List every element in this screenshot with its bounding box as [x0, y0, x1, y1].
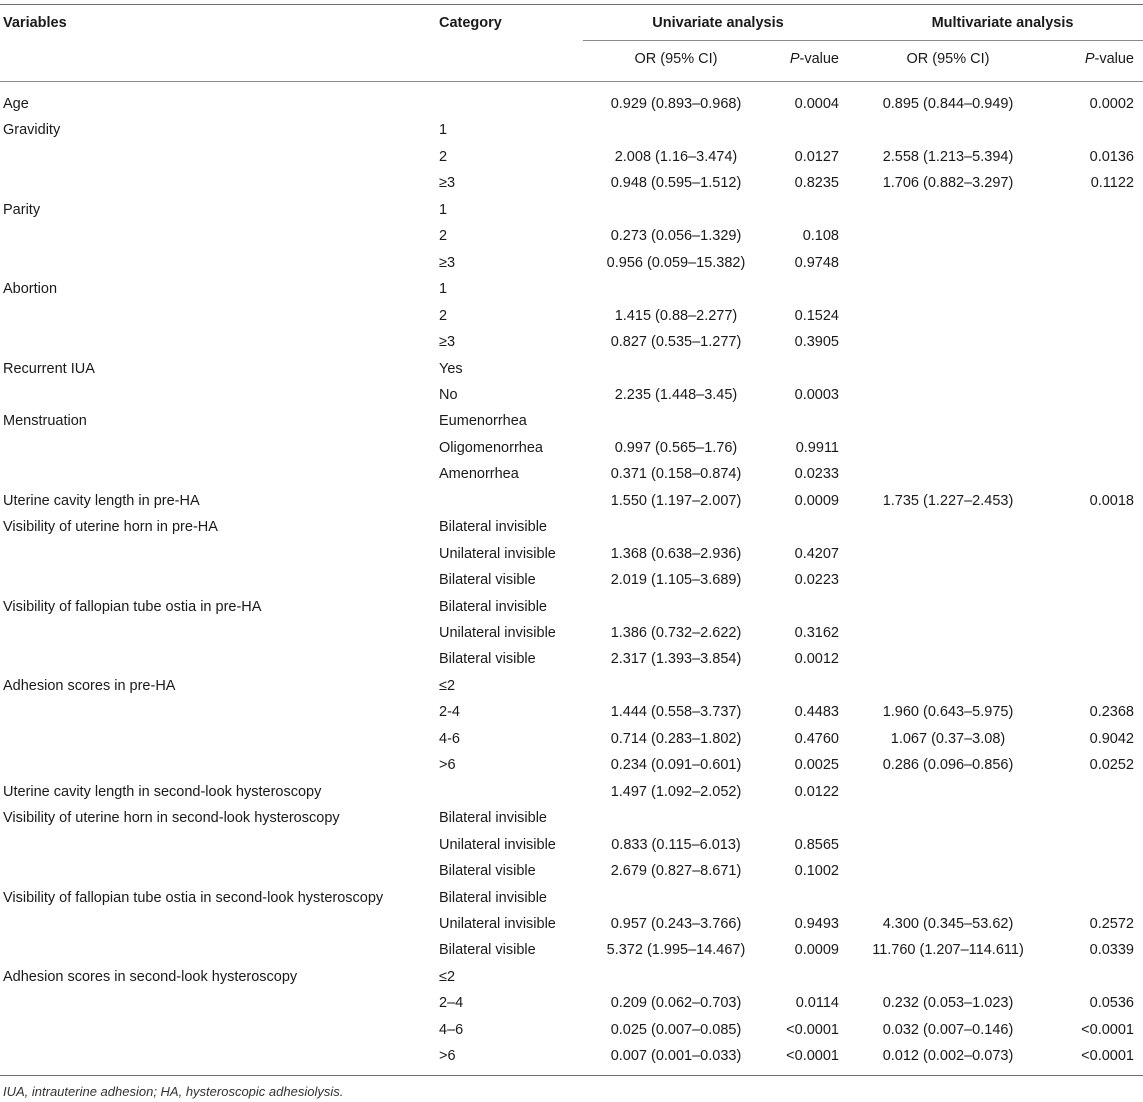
- multivariate-or-cell: 1.067 (0.37–3.08): [890, 730, 1006, 747]
- header-univariate-p: [773, 50, 839, 68]
- univariate-p-cell: 0.0012: [794, 651, 839, 668]
- variable-cell: Menstruation: [3, 413, 87, 430]
- category-cell: Bilateral invisible: [439, 889, 547, 906]
- header-multivariate-p: [1034, 50, 1134, 68]
- multivariate-p-cell: 0.2572: [1089, 915, 1134, 932]
- univariate-p-cell: 0.8235: [794, 175, 839, 192]
- variable-cell: Visibility of uterine horn in pre-HA: [3, 519, 218, 536]
- header-univariate: Univariate analysis: [652, 15, 784, 31]
- univariate-p-cell: 0.108: [802, 228, 839, 245]
- category-cell: 2–4: [439, 995, 464, 1012]
- category-cell: 2: [439, 148, 448, 165]
- category-cell: 2: [439, 307, 448, 324]
- multivariate-or-cell: 2.558 (1.213–5.394): [882, 148, 1014, 165]
- variable-cell: Uterine cavity length in pre-HA: [3, 492, 200, 509]
- category-cell: Unilateral invisible: [439, 545, 556, 562]
- univariate-p-cell: <0.0001: [786, 1021, 839, 1038]
- univariate-p-cell: 0.9748: [794, 254, 839, 271]
- univariate-p-cell: 0.0004: [794, 96, 839, 112]
- table-bottom-rule: [0, 1075, 1143, 1076]
- univariate-p-cell: 0.3905: [794, 334, 839, 351]
- category-cell: ≤2: [439, 677, 456, 694]
- univariate-p-cell: 0.0025: [794, 757, 839, 774]
- category-cell: Yes: [439, 360, 463, 377]
- table-top-rule: [0, 4, 1143, 5]
- category-cell: Unilateral invisible: [439, 836, 556, 853]
- multivariate-or-cell: 0.286 (0.096–0.856): [882, 757, 1014, 774]
- p-suffix: -value: [799, 51, 839, 67]
- variable-cell: Abortion: [3, 281, 58, 298]
- univariate-p-cell: 0.3162: [794, 625, 839, 641]
- multivariate-p-cell: <0.0001: [1081, 1021, 1134, 1038]
- univariate-or-cell: 0.007 (0.001–0.033): [610, 1048, 742, 1065]
- category-cell: Unilateral invisible: [439, 915, 556, 932]
- univariate-p-cell: 0.9493: [794, 915, 839, 932]
- category-cell: 1: [439, 122, 448, 139]
- category-cell: 4–6: [439, 1021, 464, 1038]
- univariate-or-cell: 0.997 (0.565–1.76): [614, 439, 738, 456]
- category-cell: Bilateral visible: [439, 572, 536, 589]
- univariate-p-cell: 0.0127: [794, 148, 839, 165]
- univariate-or-cell: 1.550 (1.197–2.007): [610, 492, 742, 509]
- category-cell: ≥3: [439, 175, 456, 192]
- multivariate-or-cell: 1.735 (1.227–2.453): [882, 492, 1014, 509]
- univariate-or-cell: 0.273 (0.056–1.329): [610, 228, 742, 245]
- univariate-p-cell: 0.4207: [794, 545, 839, 562]
- univariate-p-cell: 0.4483: [794, 704, 839, 721]
- multivariate-or-cell: 1.706 (0.882–3.297): [882, 175, 1014, 192]
- variable-cell: Recurrent IUA: [3, 360, 95, 377]
- variable-cell: Visibility of uterine horn in second-look hysteroscopy: [3, 810, 340, 827]
- category-cell: Bilateral visible: [439, 942, 536, 959]
- variable-cell: Visibility of fallopian tube ostia in pre-HA: [3, 598, 262, 615]
- univariate-or-cell: 1.386 (0.732–2.622): [610, 625, 742, 641]
- header-univariate-or: OR (95% CI): [634, 51, 718, 67]
- category-cell: ≤2: [439, 968, 456, 985]
- univariate-or-cell: 2.019 (1.105–3.689): [610, 572, 742, 589]
- category-cell: Amenorrhea: [439, 466, 519, 483]
- univariate-or-cell: 5.372 (1.995–14.467): [606, 942, 746, 959]
- p-suffix: -value: [1094, 51, 1134, 67]
- univariate-p-cell: 0.9911: [795, 439, 839, 456]
- category-cell: Bilateral visible: [439, 651, 536, 668]
- category-cell: >6: [439, 757, 456, 774]
- multivariate-or-cell: 11.760 (1.207–114.611): [872, 942, 1024, 959]
- univariate-p-cell: 0.1524: [794, 307, 839, 324]
- multivariate-p-cell: 0.9042: [1089, 730, 1134, 747]
- category-cell: 1: [439, 201, 448, 218]
- multivariate-p-cell: 0.0018: [1089, 492, 1134, 509]
- univariate-p-cell: <0.0001: [786, 1048, 839, 1065]
- p-italic: P: [789, 51, 800, 67]
- category-cell: Eumenorrhea: [439, 413, 527, 430]
- univariate-p-cell: 0.0114: [795, 995, 839, 1012]
- univariate-or-cell: 0.209 (0.062–0.703): [610, 995, 742, 1012]
- category-cell: ≥3: [439, 254, 456, 271]
- category-cell: ≥3: [439, 334, 456, 351]
- univariate-p-cell: 0.4760: [794, 730, 839, 747]
- variable-cell: Parity: [3, 201, 41, 218]
- multivariate-p-cell: 0.0136: [1089, 148, 1134, 165]
- category-cell: Bilateral invisible: [439, 810, 547, 827]
- univariate-p-cell: 0.0122: [794, 783, 839, 800]
- univariate-or-cell: 0.948 (0.595–1.512): [610, 175, 742, 192]
- variable-cell: Visibility of fallopian tube ostia in second-look hysteroscopy: [3, 889, 384, 906]
- multivariate-p-cell: 0.0002: [1089, 96, 1134, 112]
- univariate-or-cell: 1.444 (0.558–3.737): [610, 704, 742, 721]
- variable-cell: Gravidity: [3, 122, 61, 139]
- multivariate-p-cell: 0.0252: [1089, 757, 1134, 774]
- multivariate-p-cell: 0.2368: [1089, 704, 1134, 721]
- univariate-or-cell: 1.415 (0.88–2.277): [614, 307, 738, 324]
- header-multivariate-or: OR (95% CI): [906, 51, 990, 67]
- multivariate-p-cell: <0.0001: [1081, 1048, 1134, 1065]
- univariate-or-cell: 2.679 (0.827–8.671): [610, 863, 742, 880]
- variable-cell: Adhesion scores in second-look hysteroscopy: [3, 968, 298, 985]
- multivariate-or-cell: 0.012 (0.002–0.073): [882, 1048, 1014, 1065]
- category-cell: 2: [439, 228, 448, 245]
- category-cell: 4-6: [439, 730, 460, 747]
- variable-cell: Adhesion scores in pre-HA: [3, 677, 176, 694]
- univariate-or-cell: 0.929 (0.893–0.968): [610, 96, 742, 112]
- category-cell: >6: [439, 1048, 456, 1065]
- header-category: Category: [439, 15, 502, 31]
- univariate-or-cell: 0.956 (0.059–15.382): [606, 254, 746, 271]
- header-bottom-rule: [0, 81, 1143, 82]
- univariate-p-cell: 0.8565: [794, 836, 839, 853]
- univariate-or-cell: 2.008 (1.16–3.474): [614, 148, 738, 165]
- header-multivariate: Multivariate analysis: [931, 15, 1074, 31]
- univariate-p-cell: 0.0009: [794, 942, 839, 959]
- category-cell: Bilateral invisible: [439, 598, 547, 615]
- univariate-or-cell: 0.025 (0.007–0.085): [610, 1021, 742, 1038]
- table-footnote: IUA, intrauterine adhesion; HA, hysteroscopic adhesiolysis.: [3, 1084, 344, 1099]
- univariate-or-cell: 0.714 (0.283–1.802): [610, 730, 742, 747]
- category-cell: Unilateral invisible: [439, 625, 556, 641]
- multivariate-or-cell: 1.960 (0.643–5.975): [882, 704, 1014, 721]
- header-variables: Variables: [3, 15, 67, 31]
- univariate-or-cell: 0.827 (0.535–1.277): [610, 334, 742, 351]
- category-cell: Oligomenorrhea: [439, 439, 543, 456]
- multivariate-or-cell: 0.232 (0.053–1.023): [882, 995, 1014, 1012]
- category-cell: Bilateral invisible: [439, 519, 547, 536]
- multivariate-or-cell: 0.032 (0.007–0.146): [882, 1021, 1014, 1038]
- univariate-or-cell: 0.234 (0.091–0.601): [610, 757, 742, 774]
- multivariate-p-cell: 0.0536: [1089, 995, 1134, 1012]
- univariate-p-cell: 0.0223: [794, 572, 839, 589]
- category-cell: Bilateral visible: [439, 863, 536, 880]
- header-group-rule: [583, 40, 1143, 41]
- category-cell: 1: [439, 281, 448, 298]
- multivariate-or-cell: 0.895 (0.844–0.949): [882, 96, 1014, 112]
- univariate-or-cell: 1.497 (1.092–2.052): [610, 783, 742, 800]
- multivariate-p-cell: 0.1122: [1090, 175, 1134, 192]
- univariate-p-cell: 0.0003: [794, 386, 839, 403]
- univariate-p-cell: 0.0009: [794, 492, 839, 509]
- multivariate-or-cell: 4.300 (0.345–53.62): [882, 915, 1014, 932]
- multivariate-p-cell: 0.0339: [1089, 942, 1134, 959]
- univariate-or-cell: 2.317 (1.393–3.854): [610, 651, 742, 668]
- variable-cell: Uterine cavity length in second-look hysteroscopy: [3, 783, 322, 800]
- variable-cell: Age: [3, 96, 29, 112]
- category-cell: 2-4: [439, 704, 460, 721]
- univariate-p-cell: 0.1002: [794, 863, 839, 880]
- univariate-or-cell: 2.235 (1.448–3.45): [614, 386, 738, 403]
- univariate-or-cell: 0.957 (0.243–3.766): [610, 915, 742, 932]
- category-cell: No: [439, 386, 458, 403]
- univariate-or-cell: 0.833 (0.115–6.013): [611, 836, 741, 853]
- univariate-p-cell: 0.0233: [794, 466, 839, 483]
- p-italic: P: [1084, 51, 1095, 67]
- univariate-or-cell: 0.371 (0.158–0.874): [610, 466, 742, 483]
- univariate-or-cell: 1.368 (0.638–2.936): [610, 545, 742, 562]
